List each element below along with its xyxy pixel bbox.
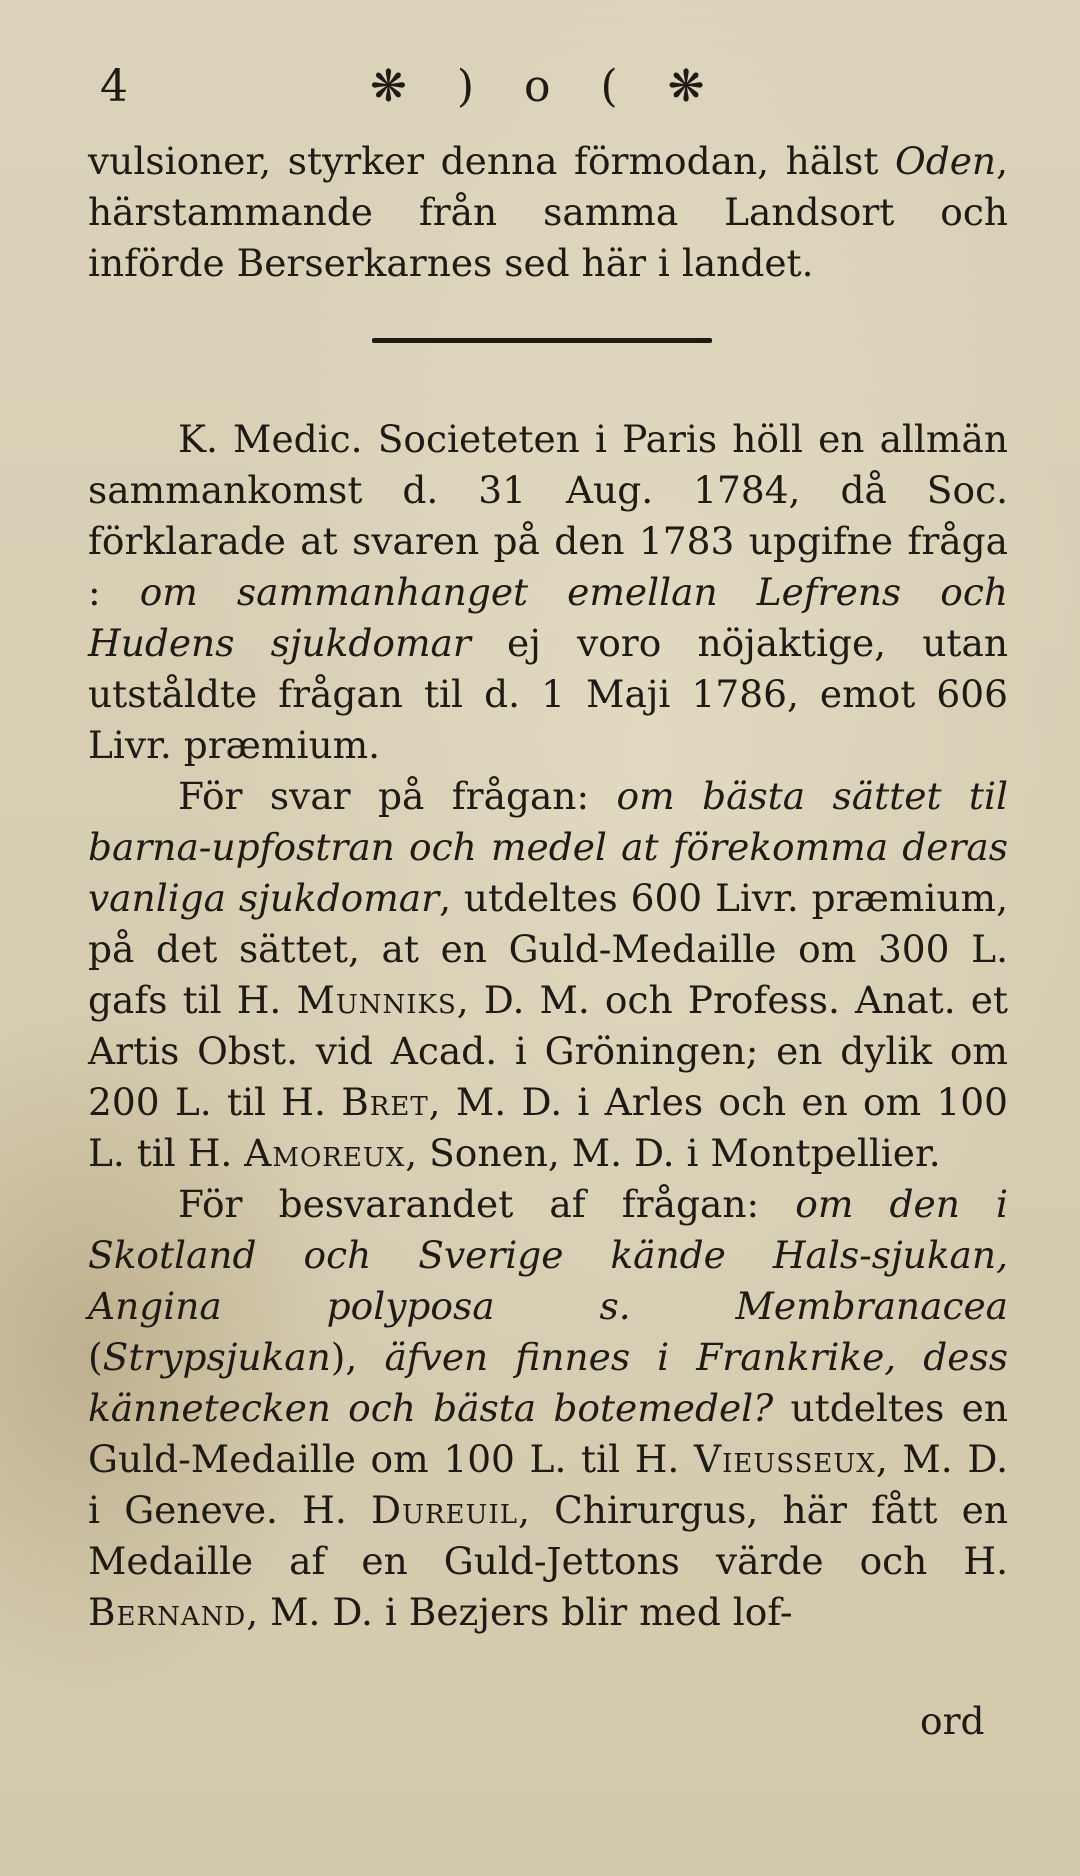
person-name: Amoreux	[244, 1131, 406, 1175]
page-number: 4	[100, 61, 128, 112]
page-header	[100, 52, 800, 122]
prize-question-1: om sammanhanget emellan Lefrens och Hudens sjukdomar	[88, 570, 1008, 665]
main-section	[88, 414, 1008, 1638]
prize-question-3-cont: äfven finnes i Frankrike, dess kännetecken och bästa botemedel?	[88, 1335, 1008, 1430]
italic-name: Oden	[894, 139, 997, 183]
prize-question-2: om bästa sättet til barna-upfostran och medel at förekomma deras vanliga sjukdomar	[88, 774, 1008, 920]
section-divider	[372, 338, 712, 343]
person-name: Vieusseux	[694, 1437, 876, 1481]
paragraph-societeten: K. Medic. Societeten i Paris höll en allmän sammankomst d. 31 Aug. 1784, då Soc. förklarade at svaren på den 1783 upgifne fråga : om sammanhanget emellan Lefrens och Hudens sjukdomar ej voro nöjaktige, utan utståldte frågan til d. 1 Maji 1786, emot 606 Livr. præmium.	[88, 417, 1008, 767]
continued-paragraph: vulsioner, styrker denna förmodan, hälst Oden, härstammande från samma Landsort och införde Berserkarnes sed här i landet.	[88, 139, 1008, 285]
person-name: Bret	[341, 1080, 429, 1124]
person-name: Dureuil	[371, 1488, 518, 1532]
person-name: Munniks	[296, 978, 457, 1022]
header-ornament: ❋ ) o ( ❋	[370, 61, 723, 112]
paragraph-barna-upfostran: För svar på frågan: om bästa sättet til barna-upfostran och medel at förekomma deras vanliga sjukdomar, utdeltes 600 Livr. præmium, på det sättet, at en Guld-Medaille om 300 L. gafs til H. Munniks, D. M. och Profess. Anat. et Artis Obst. vid Acad. i Gröningen; en dylik om 200 L. til H. Bret, M. D. i Arles och en om 100 L. til H. Amoreux, Sonen, M. D. i Montpellier.	[88, 774, 1009, 1175]
italic-term: Strypsjukan	[102, 1335, 331, 1379]
catchword: ord	[920, 1699, 985, 1743]
paragraph-hals-sjukan: För besvarandet af frågan: om den i Skotland och Sverige kände Hals-sjukan, Angina polyposa s. Membranacea (Strypsjukan), äfven finnes i Frankrike, dess kännetecken och bästa botemedel? utdeltes en Guld-Medaille om 100 L. til H. Vieusseux, M. D. i Geneve. H. Dureuil, Chirurgus, här fått en Medaille af en Guld-Jettons värde och H. Bernand, M. D. i Bezjers blir med lof-	[88, 1182, 1009, 1634]
person-name: Bernand	[88, 1590, 247, 1634]
prize-question-3: om den i Skotland och Sverige kände Hals-sjukan, Angina polyposa s. Membranacea	[88, 1182, 1008, 1328]
